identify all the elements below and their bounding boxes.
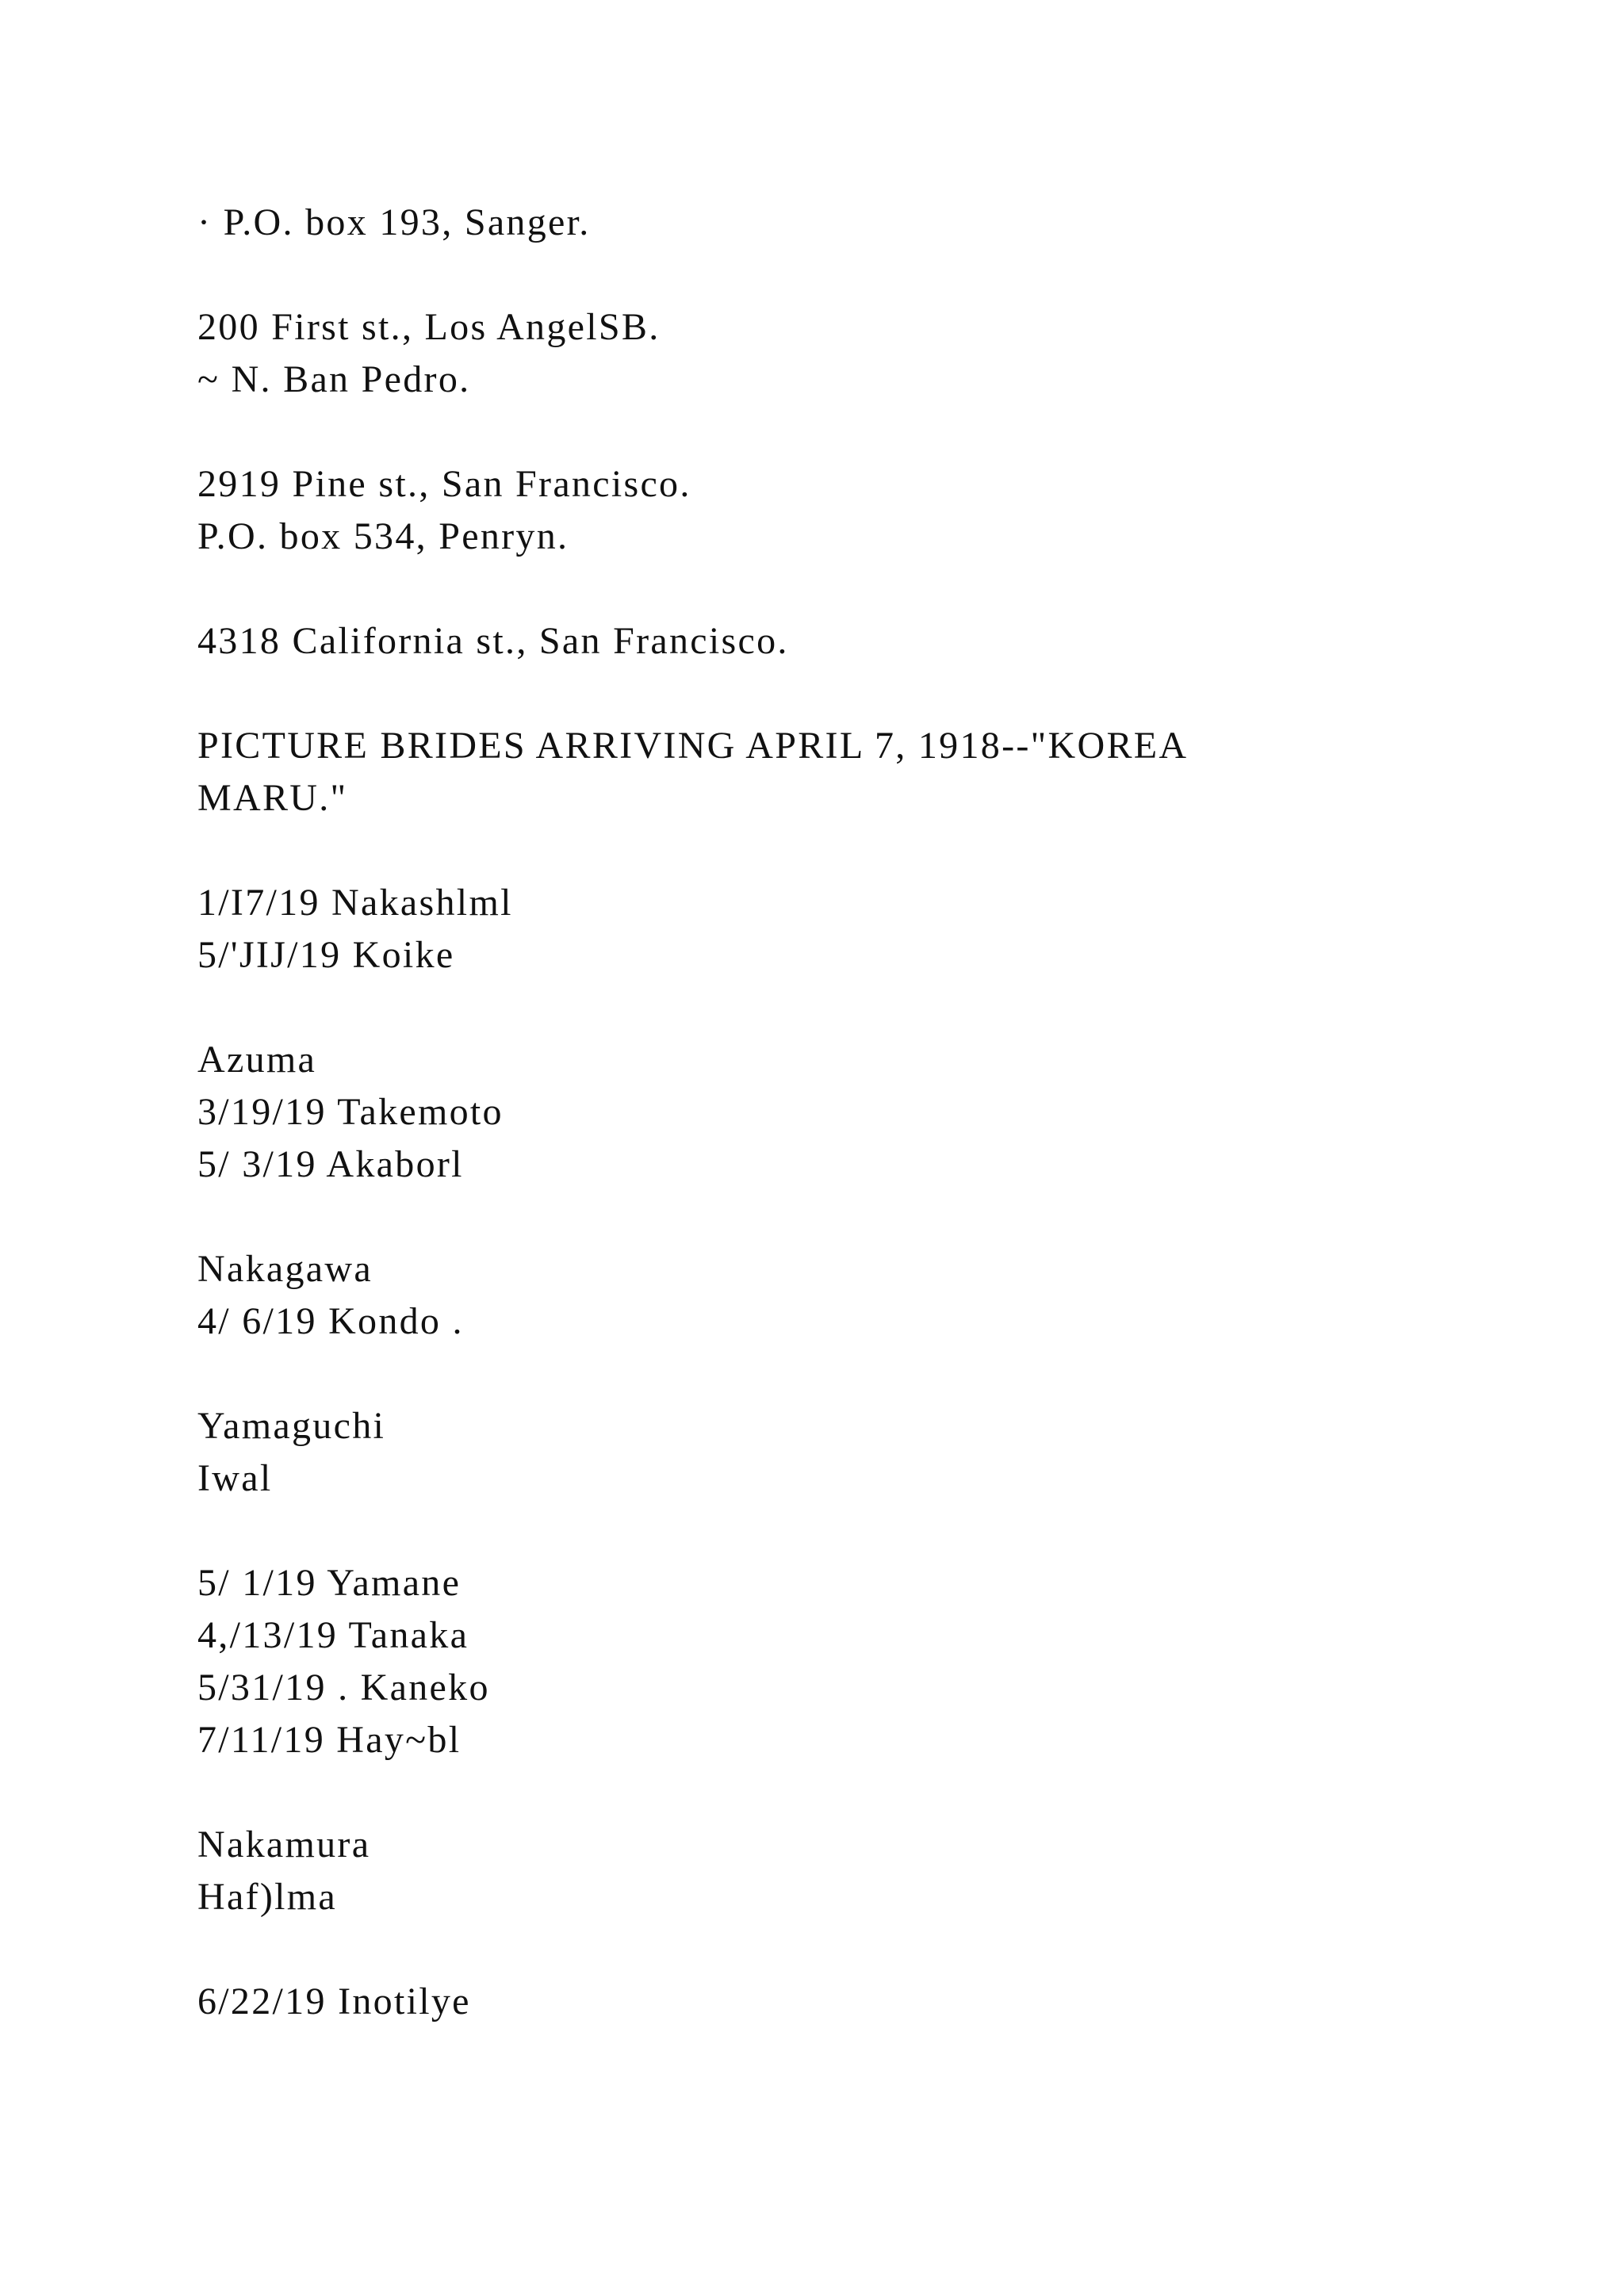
paragraph-6 xyxy=(197,877,1434,982)
list-item: Yamaguchi xyxy=(197,1405,386,1447)
list-item: 5/ 3/19 Akaborl xyxy=(197,1143,464,1185)
list-item: 3/19/19 Takemoto xyxy=(197,1091,504,1133)
list-item: 1/I7/19 Nakashlml xyxy=(197,882,513,924)
list-item: 5/ 1/19 Yamane xyxy=(197,1562,462,1604)
text-line: 4318 California st., San Francisco. xyxy=(197,620,789,662)
list-item: 6/22/19 Inotilye xyxy=(197,1980,471,2022)
list-item: Azuma xyxy=(197,1039,317,1081)
paragraph-4 xyxy=(197,615,1434,668)
paragraph-11 xyxy=(197,1819,1434,1923)
text-line: ~ N. Ban Pedro. xyxy=(197,358,471,400)
text-line: P.O. box 534, Penryn. xyxy=(197,515,569,557)
list-item: Nakagawa xyxy=(197,1248,373,1290)
paragraph-10 xyxy=(197,1557,1434,1766)
text-line: · P.O. box 193, Sanger. xyxy=(197,201,591,243)
paragraph-heading xyxy=(197,720,1434,825)
list-item: 4,/13/19 Tanaka xyxy=(197,1614,469,1656)
list-item: Haf)lma xyxy=(197,1876,338,1918)
list-item: 5/'JIJ/19 Koike xyxy=(197,934,455,976)
text-line: 2919 Pine st., San Francisco. xyxy=(197,463,691,505)
paragraph-2 xyxy=(197,301,1434,406)
list-item: 5/31/19 . Kaneko xyxy=(197,1667,490,1709)
document-text xyxy=(197,197,1434,2080)
paragraph-9 xyxy=(197,1400,1434,1505)
list-item: 4/ 6/19 Kondo . xyxy=(197,1300,464,1342)
list-item: Nakamura xyxy=(197,1823,371,1866)
list-item: Iwal xyxy=(197,1457,273,1499)
text-line: 200 First st., Los AngelSB. xyxy=(197,306,661,348)
paragraph-3 xyxy=(197,458,1434,563)
list-item: 7/11/19 Hay~bl xyxy=(197,1719,462,1761)
paragraph-12 xyxy=(197,1976,1434,2028)
paragraph-8 xyxy=(197,1243,1434,1348)
paragraph-1 xyxy=(197,197,1434,249)
heading-line: PICTURE BRIDES ARRIVING APRIL 7, 1918--"KOREA xyxy=(197,725,1189,767)
paragraph-7 xyxy=(197,1034,1434,1191)
heading-line: MARU." xyxy=(197,777,348,819)
